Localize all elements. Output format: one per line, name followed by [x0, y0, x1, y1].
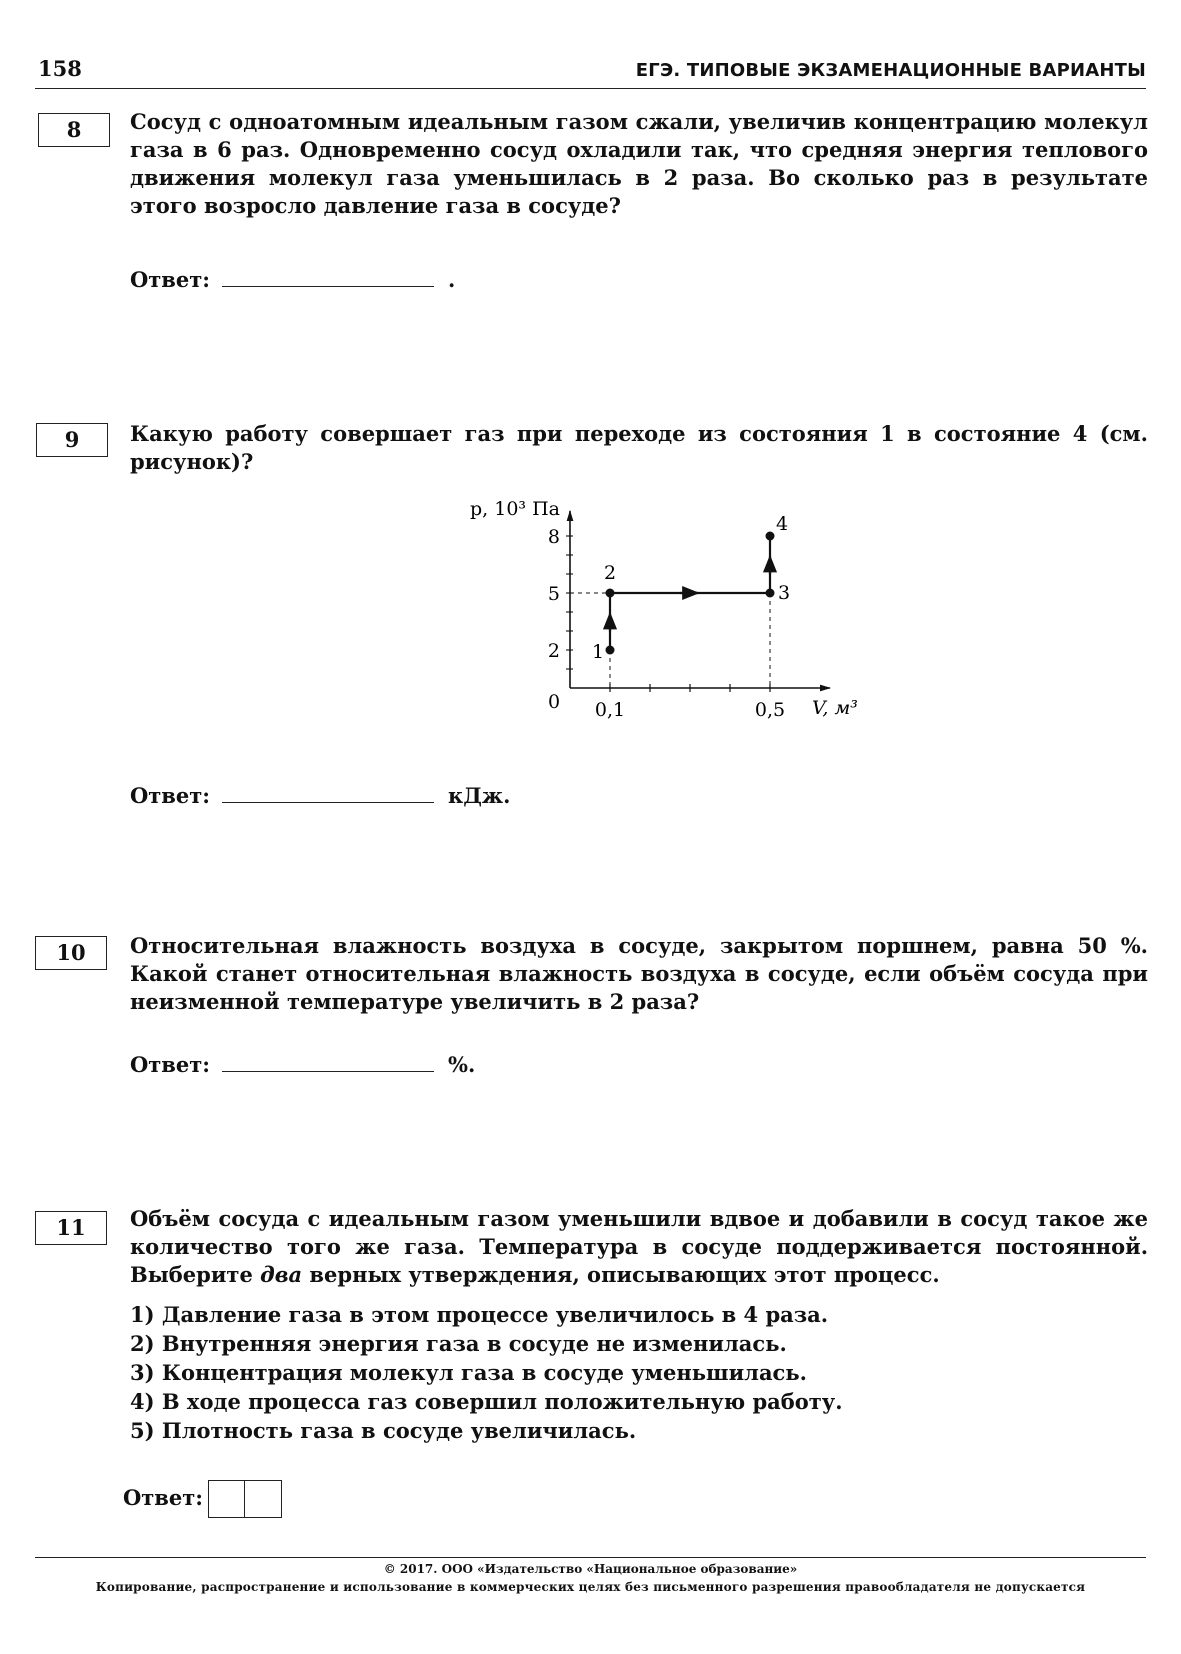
state-label-1: 1	[592, 641, 605, 663]
answer-label: Ответ:	[130, 267, 211, 292]
y-tick-label: 2	[547, 640, 560, 662]
pv-diagram	[440, 490, 880, 740]
question-11-text-end: верных утверждения, описывающих этот процесс.	[302, 1262, 940, 1287]
question-8-answer	[130, 266, 455, 292]
x-tick-label: 0,5	[754, 699, 786, 721]
y-axis-label: p, 10³ Па	[470, 498, 560, 520]
question-11-text	[130, 1205, 1148, 1289]
answer-line[interactable]	[222, 782, 434, 803]
state-label-3: 3	[778, 582, 791, 604]
state-point-2	[606, 589, 615, 598]
running-title: ЕГЭ. ТИПОВЫЕ ЭКЗАМЕНАЦИОННЫЕ ВАРИАНТЫ	[635, 60, 1146, 81]
answer-line[interactable]	[222, 1051, 434, 1072]
question-11-number: 11	[35, 1211, 107, 1245]
state-point-1	[606, 646, 615, 655]
x-axis-label: V, м³	[812, 697, 858, 719]
option-1: 1) Давление газа в этом процессе увеличилось в 4 раза.	[130, 1302, 829, 1327]
answer-boxes[interactable]	[208, 1480, 282, 1518]
answer-unit: %.	[448, 1052, 476, 1077]
answer-label: Ответ:	[130, 1052, 211, 1077]
question-9-number: 9	[36, 423, 108, 457]
y-tick-label: 5	[547, 583, 560, 605]
footer-copyright: © 2017. ООО «Издательство «Национальное образование»	[383, 1562, 798, 1576]
header-divider	[35, 88, 1146, 89]
option-5: 5) Плотность газа в сосуде увеличилась.	[130, 1418, 637, 1443]
question-11-emphasis: два	[260, 1262, 303, 1287]
footer-notice: Копирование, распространение и использование в коммерческих целях без письменного разрешения правообладателя не допускается	[95, 1580, 1086, 1594]
state-label-2: 2	[604, 562, 617, 584]
option-2: 2) Внутренняя энергия газа в сосуде не изменилась.	[130, 1331, 787, 1356]
footer-divider	[35, 1557, 1146, 1558]
state-point-4	[766, 532, 775, 541]
question-10-answer	[130, 1051, 475, 1077]
question-9-answer	[130, 782, 510, 808]
question-11-answer	[123, 1485, 203, 1510]
question-11-options	[130, 1300, 843, 1445]
question-10-number: 10	[35, 936, 107, 970]
answer-line[interactable]	[222, 266, 434, 287]
option-3: 3) Концентрация молекул газа в сосуде уменьшилась.	[130, 1360, 807, 1385]
answer-label: Ответ:	[130, 783, 211, 808]
answer-label: Ответ:	[123, 1485, 204, 1510]
question-10-text: Относительная влажность воздуха в сосуде, закрытом поршнем, равна 50 %. Какой станет относительная влажность воздуха в сосуде, если объём сосуда при неизменной температуре увеличить в 2 раза?	[130, 933, 1148, 1014]
question-8-number: 8	[38, 113, 110, 147]
y-tick-label: 8	[547, 526, 560, 548]
option-4: 4) В ходе процесса газ совершил положительную работу.	[130, 1389, 843, 1414]
question-8-text: Сосуд с одноатомным идеальным газом сжали, увеличив концентрацию молекул газа в 6 раз. Одновременно сосуд охладили так, что средняя энергия теплового движения молекул газа уменьшилась в 2 раза. Во сколько раз в результате этого возросло давление газа в сосуде?	[130, 109, 1148, 218]
answer-unit: .	[448, 267, 456, 292]
state-point-3	[766, 589, 775, 598]
origin-label: 0	[547, 691, 561, 713]
x-tick-label: 0,1	[594, 699, 626, 721]
answer-box-divider	[244, 1481, 245, 1517]
question-11-text-start: Объём сосуда с идеальным газом уменьшили вдвое и добавили в сосуд такое же количество того же газа. Температура в сосуде поддерживается постоянной. Выберите	[130, 1206, 1148, 1287]
state-label-4: 4	[776, 513, 789, 535]
answer-unit: кДж.	[448, 783, 511, 808]
page-number: 158	[38, 56, 82, 81]
question-9-text: Какую работу совершает газ при переходе из состояния 1 в состояние 4 (см. рисунок)?	[130, 421, 1148, 474]
